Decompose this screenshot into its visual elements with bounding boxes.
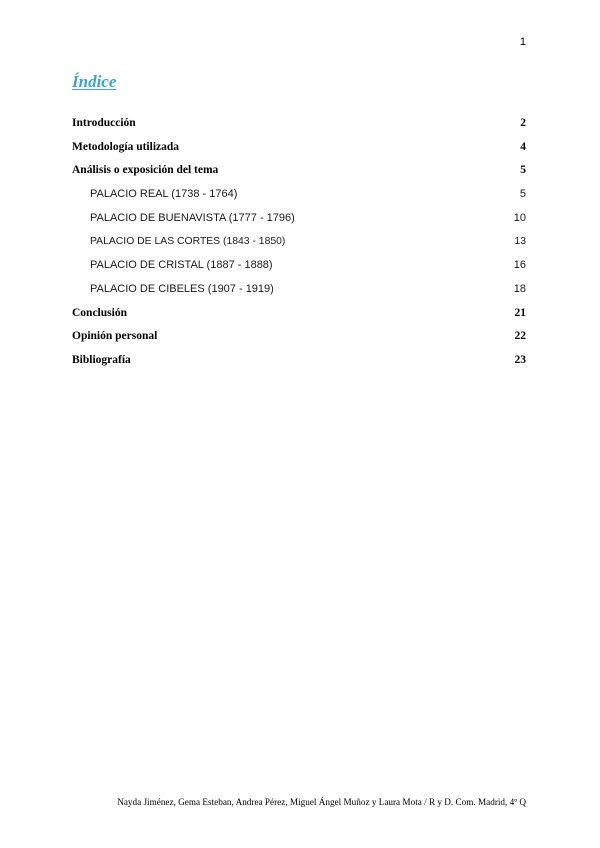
toc-entry-label: PALACIO DE LAS CORTES (1843 - 1850): [90, 236, 286, 248]
toc-entry-label: Conclusión: [72, 306, 127, 319]
toc-entry-label: PALACIO REAL (1738 - 1764): [90, 188, 238, 201]
toc-entry-conclusion[interactable]: [72, 302, 526, 326]
toc-entry-page: 4: [520, 140, 526, 153]
page-number: 1: [519, 36, 526, 48]
toc-entry-palacio-buenavista[interactable]: [72, 207, 526, 231]
toc-entry-label: Análisis o exposición del tema: [72, 164, 219, 177]
toc-entry-label: PALACIO DE CRISTAL (1887 - 1888): [90, 259, 273, 272]
toc-entry-page: 21: [514, 306, 526, 319]
toc-entry-palacio-real[interactable]: [72, 183, 526, 207]
toc-entry-introduccion[interactable]: [72, 112, 526, 136]
toc-entry-label: PALACIO DE CIBELES (1907 - 1919): [90, 282, 274, 295]
page-title: Índice: [72, 72, 117, 91]
toc-entry-page: 23: [514, 353, 526, 366]
toc-entry-page: 22: [514, 330, 526, 343]
toc-entry-opinion[interactable]: [72, 325, 526, 349]
toc-entry-palacio-cristal[interactable]: [72, 254, 526, 278]
toc-entry-label: Metodología utilizada: [72, 140, 180, 153]
toc-entry-palacio-cibeles[interactable]: [72, 278, 526, 302]
page-footer: Nayda Jiménez, Gema Esteban, Andrea Pérez, Miguel Ángel Muñoz y Laura Mota / R y D. Com. Madrid, 4º Q: [117, 797, 526, 807]
toc-entry-analisis[interactable]: [72, 159, 526, 183]
toc-entry-page: 16: [513, 259, 526, 272]
toc-entry-label: PALACIO DE BUENAVISTA (1777 - 1796): [90, 211, 295, 224]
table-of-contents: [72, 112, 526, 373]
toc-entry-metodologia[interactable]: [72, 136, 526, 160]
toc-entry-page: 2: [520, 117, 526, 129]
toc-entry-page: 5: [520, 164, 526, 177]
toc-entry-label: Opinión personal: [72, 330, 158, 343]
toc-entry-page: 18: [513, 282, 526, 295]
toc-entry-label: Bibliografía: [72, 353, 131, 366]
toc-entry-page: 10: [513, 211, 526, 224]
toc-entry-page: 5: [519, 188, 526, 201]
toc-entry-label: Introducción: [72, 117, 136, 129]
toc-entry-palacio-cortes[interactable]: [72, 230, 526, 254]
toc-entry-bibliografia[interactable]: [72, 349, 526, 373]
toc-entry-page: 13: [514, 236, 526, 248]
